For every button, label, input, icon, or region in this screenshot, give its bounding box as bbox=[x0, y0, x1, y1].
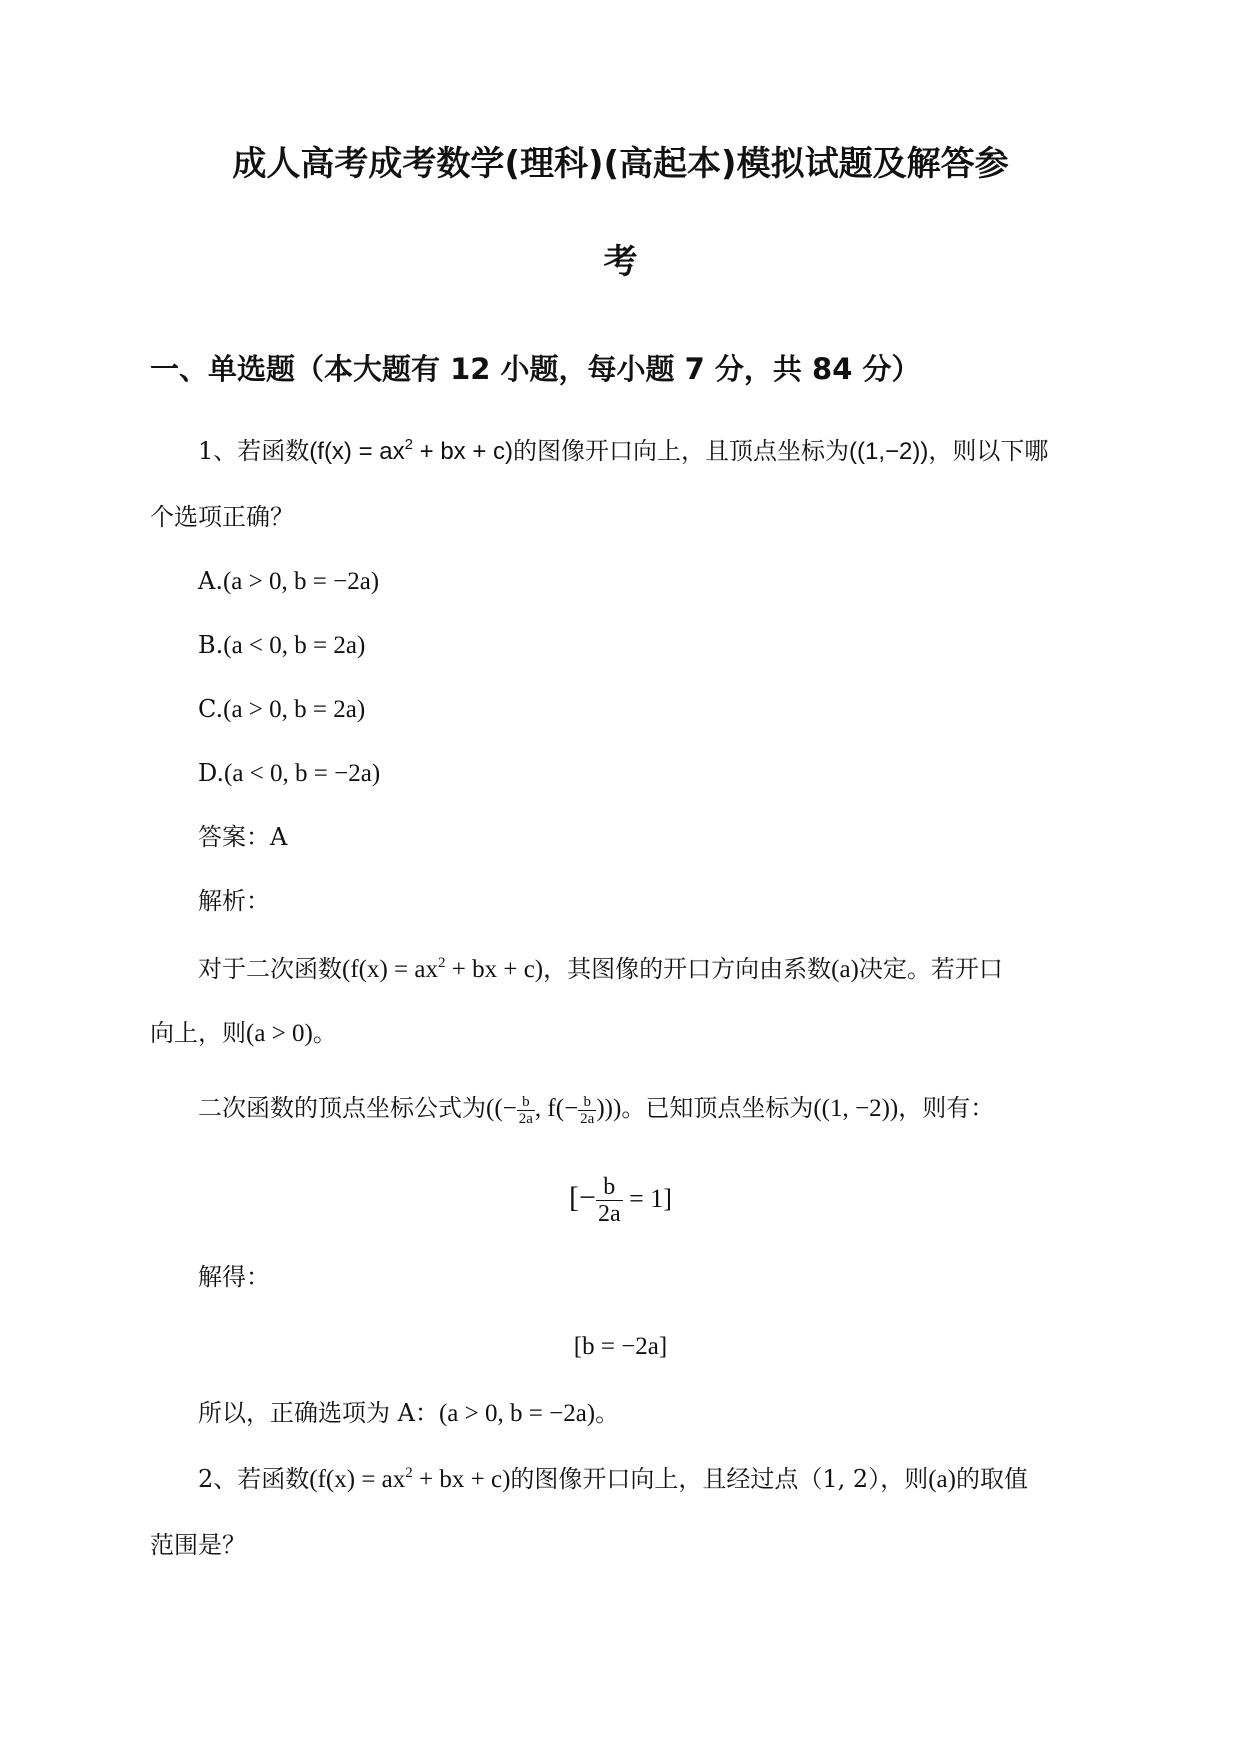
page-title-line-2: 考 bbox=[603, 242, 638, 282]
question-1-vertex: ((1,−2)) bbox=[849, 438, 929, 465]
question-2-line-2: 范围是？ bbox=[150, 1531, 246, 1559]
option-d-text: (a < 0, b = −2a) bbox=[224, 760, 381, 787]
equation-2: [b = −2a] bbox=[573, 1333, 668, 1360]
option-a-label: A. bbox=[198, 567, 223, 595]
question-2-line-1: 2、若函数($f(x) = ax^2$ + bx + c)的图像开口向上，且经过点（1, 2），则(a)的取值 bbox=[198, 1465, 1028, 1493]
option-a bbox=[198, 566, 379, 597]
analysis-para-1-line-1: 对于二次函数($f(x) = ax^2$ + bx + c)，其图像的开口方向由系数(a)决定。若开口 bbox=[198, 955, 1003, 983]
equation-1: [− $\frac{b}{2a}$ = 1] bbox=[569, 1174, 672, 1227]
answer: 答案：A bbox=[198, 823, 288, 851]
question-1-line-1 bbox=[198, 436, 1048, 467]
analysis-function: ($f(x) = ax^2$ + bx + c) bbox=[342, 955, 544, 983]
option-a-text: (a > 0, b = −2a) bbox=[222, 568, 380, 595]
analysis-para-2: 二次函数的顶点坐标公式为((− $\frac{b}{2a}$ , f(− $\frac{b}{2a}$ )))。已知顶点坐标为((1, −2))，则有： bbox=[198, 1093, 995, 1127]
option-b-text: (a < 0, b = 2a) bbox=[223, 632, 366, 659]
option-d-label: D. bbox=[198, 759, 225, 787]
option-d bbox=[198, 758, 380, 789]
fraction-b-over-2a: $\frac{b}{2a}$ bbox=[518, 1093, 533, 1127]
question-1-function: ($f(x) = ax^2$ + bx + c) bbox=[309, 436, 514, 465]
solved-label: 解得： bbox=[198, 1263, 270, 1291]
option-c bbox=[198, 694, 365, 725]
conclusion: 所以，正确选项为 A：(a > 0, b = −2a)。 bbox=[198, 1399, 620, 1427]
section-heading: 一、单选题（本大题有 12 小题，每小题 7 分，共 84 分） bbox=[150, 352, 921, 386]
analysis-para-1-line-2: 向上，则(a > 0)。 bbox=[150, 1019, 337, 1047]
page-title-line-1: 成人高考成考数学(理科)(高起本)模拟试题及解答参 bbox=[232, 144, 1009, 184]
question-1-middle: 的图像开口向上，且顶点坐标为 bbox=[513, 437, 850, 465]
question-1-suffix: ，则以下哪 bbox=[928, 437, 1049, 465]
option-b bbox=[198, 630, 365, 661]
question-1-line-2: 个选项正确？ bbox=[150, 503, 294, 531]
equation-1-fraction: $\frac{b}{2a}$ bbox=[597, 1174, 621, 1227]
question-2-function: ($f(x) = ax^2$ + bx + c) bbox=[309, 1465, 511, 1493]
fraction-b-over-2a-2: $\frac{b}{2a}$ bbox=[580, 1093, 595, 1127]
analysis-label: 解析： bbox=[198, 887, 270, 915]
question-1-prefix: 1、若函数 bbox=[198, 437, 310, 465]
option-c-label: C. bbox=[198, 695, 224, 723]
vertex-formula: ((− $\frac{b}{2a}$ , f(− $\frac{b}{2a}$ ))) bbox=[486, 1093, 622, 1127]
option-c-text: (a > 0, b = 2a) bbox=[223, 696, 366, 723]
option-b-label: B. bbox=[198, 631, 224, 659]
